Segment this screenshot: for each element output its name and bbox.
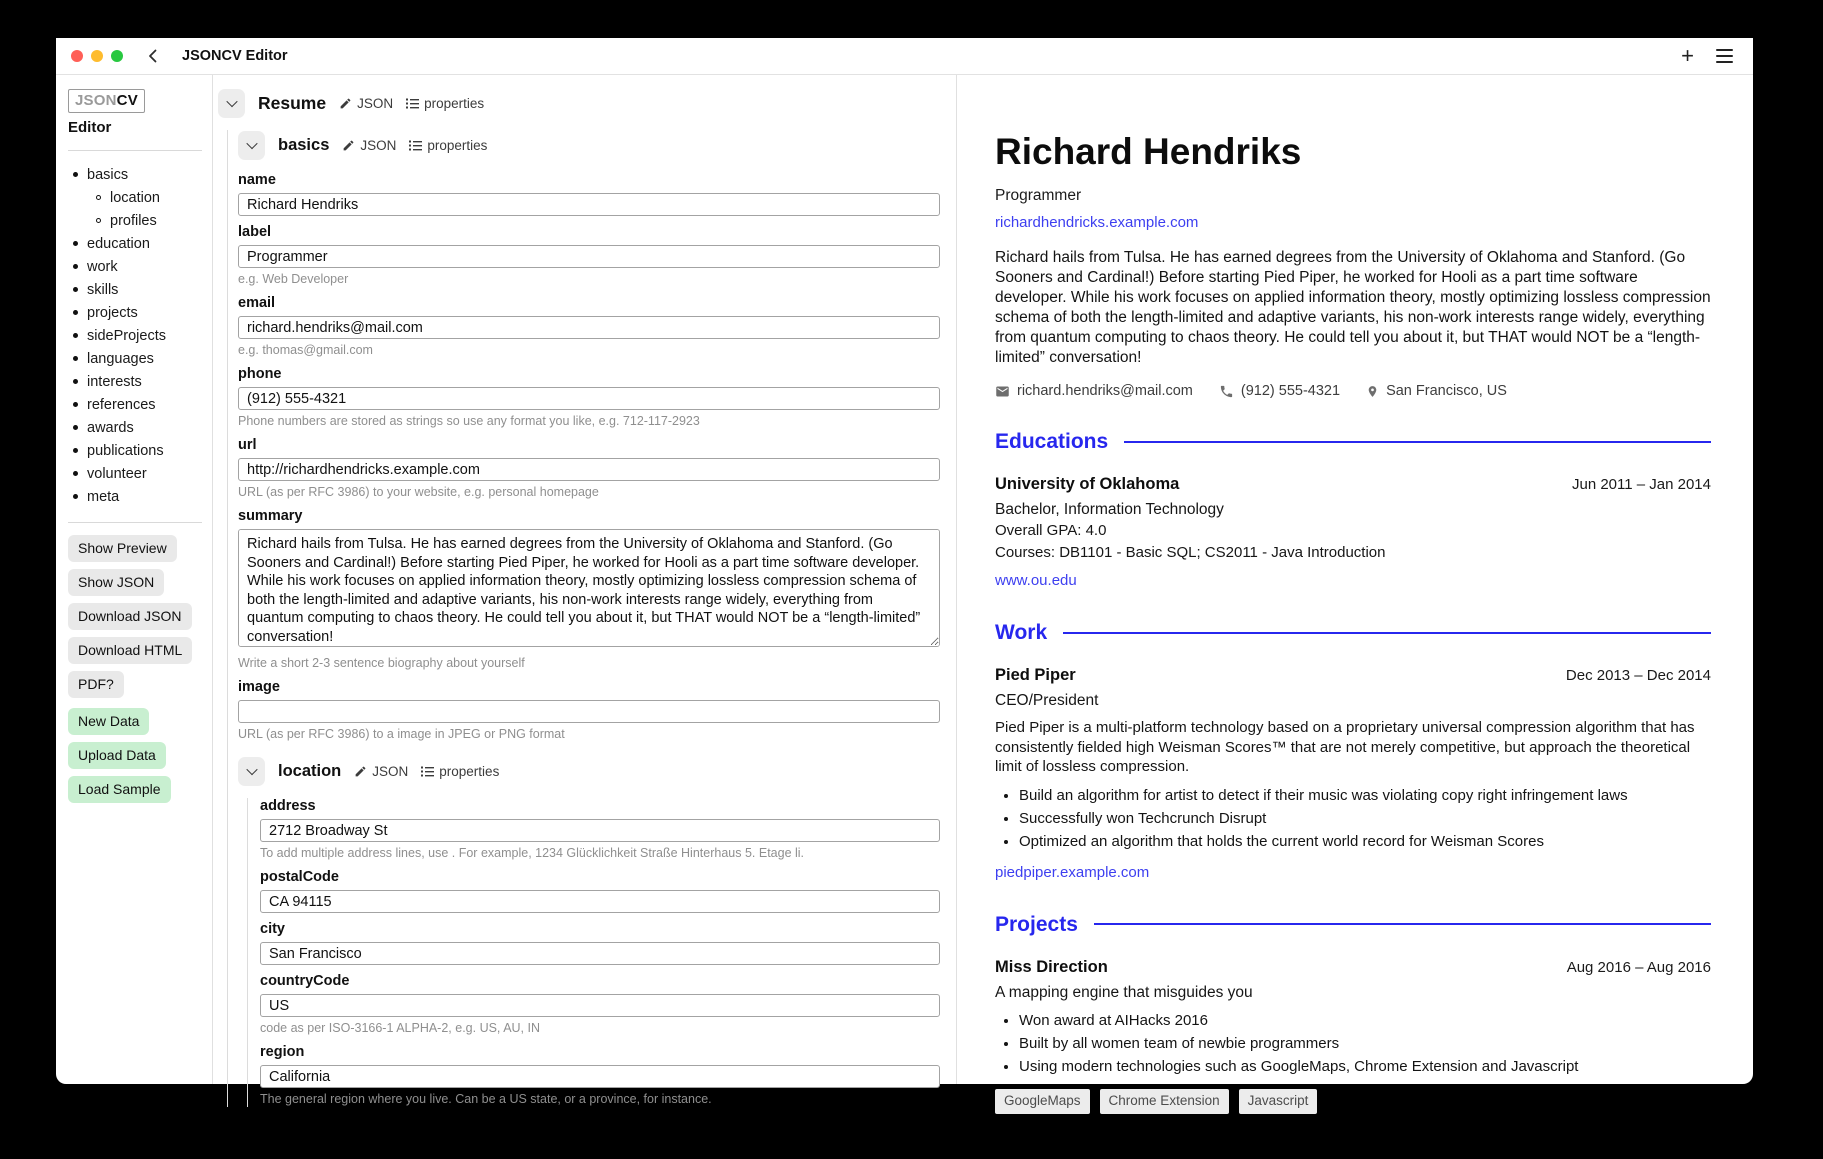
- field-label-address: address: [260, 798, 316, 814]
- sidebar-actions: [68, 535, 212, 705]
- pdf--button[interactable]: PDF?: [68, 671, 124, 698]
- field-help-image: URL (as per RFC 3986) to a image in JPEG or PNG format: [238, 727, 565, 741]
- field-help-address: To add multiple address lines, use . For example, 1234 Glücklichkeit Straße Hinterhaus 5. Etage li.: [260, 846, 805, 860]
- countryCode-input[interactable]: [260, 994, 940, 1017]
- sidebar-item-work[interactable]: [70, 255, 212, 278]
- preview-website-link[interactable]: richardhendricks.example.com: [995, 214, 1199, 231]
- sidebar-item-label: meta: [87, 488, 120, 505]
- field-label: [238, 224, 940, 287]
- resume-json-button[interactable]: JSON: [339, 96, 393, 111]
- sidebar-item-label: basics: [87, 166, 129, 183]
- contact-location-text: San Francisco, US: [1386, 383, 1507, 399]
- field-label-image: image: [238, 679, 280, 695]
- preview-name: Richard Hendriks: [995, 131, 1302, 172]
- item-title: University of Oklahoma: [995, 475, 1180, 493]
- chevron-down-icon: [246, 138, 257, 149]
- show-preview-button[interactable]: Show Preview: [68, 535, 177, 562]
- item-subtitle: Bachelor, Information Technology: [995, 501, 1224, 518]
- item-link[interactable]: piedpiper.example.com: [995, 863, 1150, 881]
- item-subtitle: CEO/President: [995, 692, 1099, 709]
- field-label-phone: phone: [238, 366, 282, 382]
- sidebar-item-meta[interactable]: [70, 485, 212, 508]
- field-label-region: region: [260, 1044, 305, 1060]
- dot-bullet-icon: [73, 494, 78, 499]
- contact-phone-text: (912) 555-4321: [1240, 383, 1341, 399]
- download-json-button[interactable]: Download JSON: [68, 603, 192, 630]
- collapse-resume-button[interactable]: [218, 89, 245, 118]
- field-region: [260, 1044, 940, 1107]
- contact-email: [995, 383, 1193, 399]
- resume-properties-button[interactable]: properties: [406, 96, 484, 111]
- field-label-email: email: [238, 295, 276, 311]
- circle-bullet-icon: [96, 218, 101, 223]
- basics-json-button[interactable]: JSON: [342, 138, 396, 153]
- item-detail-line: Courses: DB1101 - Basic SQL; CS2011 - Java Introduction: [995, 543, 1386, 561]
- basics-fields: [238, 172, 940, 742]
- highlight-item: • Won award at AIHacks 2016: [1019, 1010, 1711, 1031]
- close-button[interactable]: [71, 50, 83, 62]
- dot-bullet-icon: [73, 333, 78, 338]
- basics-section-title: basics: [278, 135, 330, 154]
- item-link[interactable]: www.ou.edu: [995, 572, 1077, 589]
- sidebar-item-education[interactable]: [70, 232, 212, 255]
- contact-email-text: richard.hendriks@mail.com: [1017, 383, 1193, 399]
- sidebar-data-actions: [68, 708, 212, 810]
- minimize-button[interactable]: [91, 50, 103, 62]
- item-subtitle: A mapping engine that misguides you: [995, 983, 1253, 1001]
- load-sample-button[interactable]: Load Sample: [68, 776, 171, 803]
- sidebar-item-label: work: [87, 258, 118, 275]
- app-window: [56, 38, 1753, 1108]
- dot-bullet-icon: [73, 448, 78, 453]
- sidebar-item-awards[interactable]: [70, 416, 212, 439]
- field-address: [260, 798, 940, 861]
- location-properties-button[interactable]: properties: [421, 764, 499, 779]
- highlight-item: • Successfully won Techcrunch Disrupt: [1019, 808, 1711, 829]
- field-help-phone: Phone numbers are stored as strings so use any format you like, e.g. 712-117-2923: [238, 414, 700, 428]
- section-heading-row: [995, 429, 1711, 454]
- field-label-city: city: [260, 921, 285, 937]
- section-title: Work: [995, 621, 1048, 644]
- basics-section-header: [238, 130, 940, 160]
- preview-panel: [957, 75, 1753, 1108]
- dot-bullet-icon: [73, 379, 78, 384]
- collapse-basics-button[interactable]: [238, 131, 265, 160]
- item-description: Pied Piper is a multi-platform technology based on a proprietary universal compression algorithm that has consistently fielded high Weisman Scores™ that are not merely competitive, but approach the theoretical limit of lossless compression.: [995, 719, 1695, 775]
- app-logo-subtitle: Editor: [68, 119, 112, 136]
- label-input[interactable]: [238, 245, 940, 268]
- summary-input[interactable]: [238, 529, 940, 647]
- field-summary: [238, 508, 940, 671]
- dot-bullet-icon: [73, 264, 78, 269]
- preview-summary: Richard hails from Tulsa. He has earned degrees from the University of Oklahoma and Stanford. (Go Sooners and Cardinal!) Before starting Pied Piper, he worked for Hooli as a part time software developer. While his work focuses on applied information theory, mostly optimizing lossless compression schema of both the length-limited and adaptive variants, his non-work interests range widely, everything from quantum computing to chaos theory. He could tell you about it, but THAT would NOT be a “length-limited” conversation!: [995, 249, 1711, 366]
- sidebar-item-label: skills: [87, 281, 119, 298]
- item-keywords: [995, 1089, 1711, 1114]
- section-title: Projects: [995, 912, 1078, 936]
- image-input[interactable]: [238, 700, 940, 723]
- field-phone: [238, 366, 940, 429]
- highlight-item: • Using modern technologies such as GoogleMaps, Chrome Extension and Javascript: [1019, 1056, 1711, 1077]
- dot-bullet-icon: [73, 425, 78, 430]
- chevron-down-icon: [246, 764, 257, 775]
- field-image: [238, 679, 940, 742]
- field-label-countryCode: countryCode: [260, 973, 350, 989]
- field-city: [260, 921, 940, 965]
- url-input[interactable]: [238, 458, 940, 481]
- keyword-tag: Javascript: [1239, 1089, 1318, 1114]
- editor-panel: [213, 75, 957, 1106]
- dot-bullet-icon: [73, 402, 78, 407]
- preview-contact-row: [995, 383, 1711, 399]
- sidebar-item-volunteer[interactable]: [70, 462, 212, 485]
- item-detail-line: Overall GPA: 4.0: [995, 522, 1107, 539]
- preview-section-work: [995, 620, 1711, 882]
- item-dates: Dec 2013 – Dec 2014: [1565, 667, 1711, 684]
- resume-section-title: Resume: [258, 92, 327, 113]
- section-item: [995, 665, 1711, 882]
- item-dates: Aug 2016 – Aug 2016: [1566, 958, 1711, 976]
- titlebar: [56, 38, 1753, 75]
- zoom-button[interactable]: [111, 50, 123, 62]
- pencil-icon: [354, 765, 367, 778]
- window-title: JSONCV Editor: [182, 48, 288, 64]
- field-postalCode: [260, 869, 940, 913]
- show-json-button[interactable]: Show JSON: [68, 569, 164, 596]
- upload-data-button[interactable]: Upload Data: [68, 742, 166, 769]
- field-label-postalCode: postalCode: [260, 869, 339, 885]
- location-section-header: [238, 756, 940, 786]
- field-countryCode: [260, 973, 940, 1036]
- field-email: [238, 295, 940, 358]
- email-input[interactable]: [238, 316, 940, 339]
- chevron-down-icon: [226, 96, 237, 107]
- phone-icon: [1219, 384, 1234, 399]
- field-label-label: label: [238, 224, 272, 240]
- contact-location: [1366, 383, 1507, 399]
- contact-phone: [1219, 383, 1340, 399]
- location-section-title: location: [278, 761, 342, 780]
- sidebar-item-label: languages: [87, 350, 154, 367]
- sidebar-item-label: education: [87, 235, 150, 252]
- sidebar-item-publications[interactable]: [70, 439, 212, 462]
- field-help-region: The general region where you live. Can be a US state, or a province, for instance.: [260, 1092, 712, 1106]
- item-header-row: [995, 665, 1711, 686]
- address-input[interactable]: [260, 819, 940, 842]
- sidebar-item-projects[interactable]: [70, 301, 212, 324]
- envelope-icon: [995, 384, 1010, 399]
- sidebar-item-profiles[interactable]: [70, 209, 212, 232]
- postalCode-input[interactable]: [260, 890, 940, 913]
- sidebar-item-location[interactable]: [70, 186, 212, 209]
- location-fields: [247, 798, 940, 1107]
- field-url: [238, 437, 940, 500]
- section-title: Educations: [995, 430, 1109, 453]
- keyword-tag: GoogleMaps: [995, 1089, 1090, 1114]
- field-label-summary: summary: [238, 508, 303, 524]
- field-name: [238, 172, 940, 216]
- traffic-lights: [56, 50, 123, 62]
- basics-properties-button[interactable]: properties: [409, 138, 487, 153]
- region-input[interactable]: [260, 1065, 940, 1088]
- new-tab-button[interactable]: +: [1681, 43, 1694, 68]
- sidebar-item-label: volunteer: [87, 465, 147, 482]
- sidebar-divider: [68, 522, 202, 523]
- dot-bullet-icon: [73, 241, 78, 246]
- section-heading-row: [995, 912, 1711, 937]
- sidebar-item-label: sideProjects: [87, 327, 166, 344]
- item-header-row: [995, 474, 1711, 495]
- location-pin-icon: [1366, 384, 1379, 399]
- name-input[interactable]: [238, 193, 940, 216]
- field-label-name: name: [238, 172, 276, 188]
- field-help-label: e.g. Web Developer: [238, 272, 349, 286]
- section-heading-rule: [1094, 923, 1711, 925]
- resume-section-header: [218, 88, 940, 118]
- field-help-email: e.g. thomas@gmail.com: [238, 343, 373, 357]
- sidebar-item-label: projects: [87, 304, 138, 321]
- list-icon: [406, 97, 419, 110]
- resume-section-body: [227, 130, 940, 1107]
- new-data-button[interactable]: New Data: [68, 708, 149, 735]
- circle-bullet-icon: [96, 195, 101, 200]
- highlight-item: • Optimized an algorithm that holds the current world record for Weisman Scores: [1019, 831, 1711, 852]
- section-heading-row: [995, 620, 1711, 645]
- location-json-button[interactable]: JSON: [354, 764, 408, 779]
- app-logo: [68, 89, 145, 113]
- sidebar-item-label: awards: [87, 419, 134, 436]
- city-input[interactable]: [260, 942, 940, 965]
- sidebar-item-references[interactable]: [70, 393, 212, 416]
- sidebar-item-label: location: [110, 189, 160, 206]
- preview-job-label: Programmer: [995, 187, 1082, 204]
- field-help-summary: Write a short 2-3 sentence biography about yourself: [238, 656, 525, 670]
- highlight-item: • Build an algorithm for artist to detect if their music was violating copy right infringement laws: [1019, 785, 1711, 806]
- pencil-icon: [339, 97, 352, 110]
- sidebar-item-interests[interactable]: [70, 370, 212, 393]
- sidebar-divider: [68, 150, 202, 151]
- item-title: Pied Piper: [995, 666, 1076, 684]
- dot-bullet-icon: [73, 287, 78, 292]
- sidebar-item-label: profiles: [110, 212, 157, 229]
- collapse-location-button[interactable]: [238, 757, 265, 786]
- dot-bullet-icon: [73, 471, 78, 476]
- item-highlights: [995, 1010, 1711, 1077]
- list-icon: [409, 139, 422, 152]
- section-heading-rule: [1124, 441, 1711, 443]
- item-dates: Jun 2011 – Jan 2014: [1571, 476, 1711, 493]
- pencil-icon: [342, 139, 355, 152]
- sidebar-item-languages[interactable]: [70, 347, 212, 370]
- sidebar: [56, 75, 213, 1084]
- download-html-button[interactable]: Download HTML: [68, 637, 192, 664]
- item-highlights: [995, 785, 1711, 852]
- preview-sections: [995, 429, 1711, 1114]
- field-help-url: URL (as per RFC 3986) to your website, e.g. personal homepage: [238, 485, 599, 499]
- section-item: [995, 474, 1711, 590]
- sidebar-item-skills[interactable]: [70, 278, 212, 301]
- window-content: [56, 75, 1753, 1108]
- sidebar-item-basics[interactable]: [70, 163, 212, 186]
- item-title: Miss Direction: [995, 957, 1108, 976]
- preview-section-projects: [995, 912, 1711, 1114]
- dot-bullet-icon: [73, 356, 78, 361]
- preview-section-educations: [995, 429, 1711, 590]
- logo-json-part: JSON: [75, 92, 117, 109]
- phone-input[interactable]: [238, 387, 940, 410]
- section-item: [995, 957, 1711, 1114]
- highlight-item: • Built by all women team of newbie programmers: [1019, 1033, 1711, 1054]
- dot-bullet-icon: [73, 172, 78, 177]
- list-icon: [421, 765, 434, 778]
- sidebar-item-label: publications: [87, 442, 164, 459]
- sidebar-item-label: references: [87, 396, 156, 413]
- sidebar-nav: [68, 163, 212, 508]
- logo-cv-part: CV: [116, 92, 138, 109]
- keyword-tag: Chrome Extension: [1100, 1089, 1229, 1114]
- sidebar-item-label: interests: [87, 373, 142, 390]
- sidebar-item-sideProjects[interactable]: [70, 324, 212, 347]
- back-button[interactable]: [146, 49, 160, 63]
- item-header-row: [995, 957, 1711, 978]
- menu-button[interactable]: [1716, 49, 1733, 64]
- field-label-url: url: [238, 437, 257, 453]
- field-help-countryCode: code as per ISO-3166-1 ALPHA-2, e.g. US, AU, IN: [260, 1021, 540, 1035]
- section-heading-rule: [1063, 632, 1711, 634]
- dot-bullet-icon: [73, 310, 78, 315]
